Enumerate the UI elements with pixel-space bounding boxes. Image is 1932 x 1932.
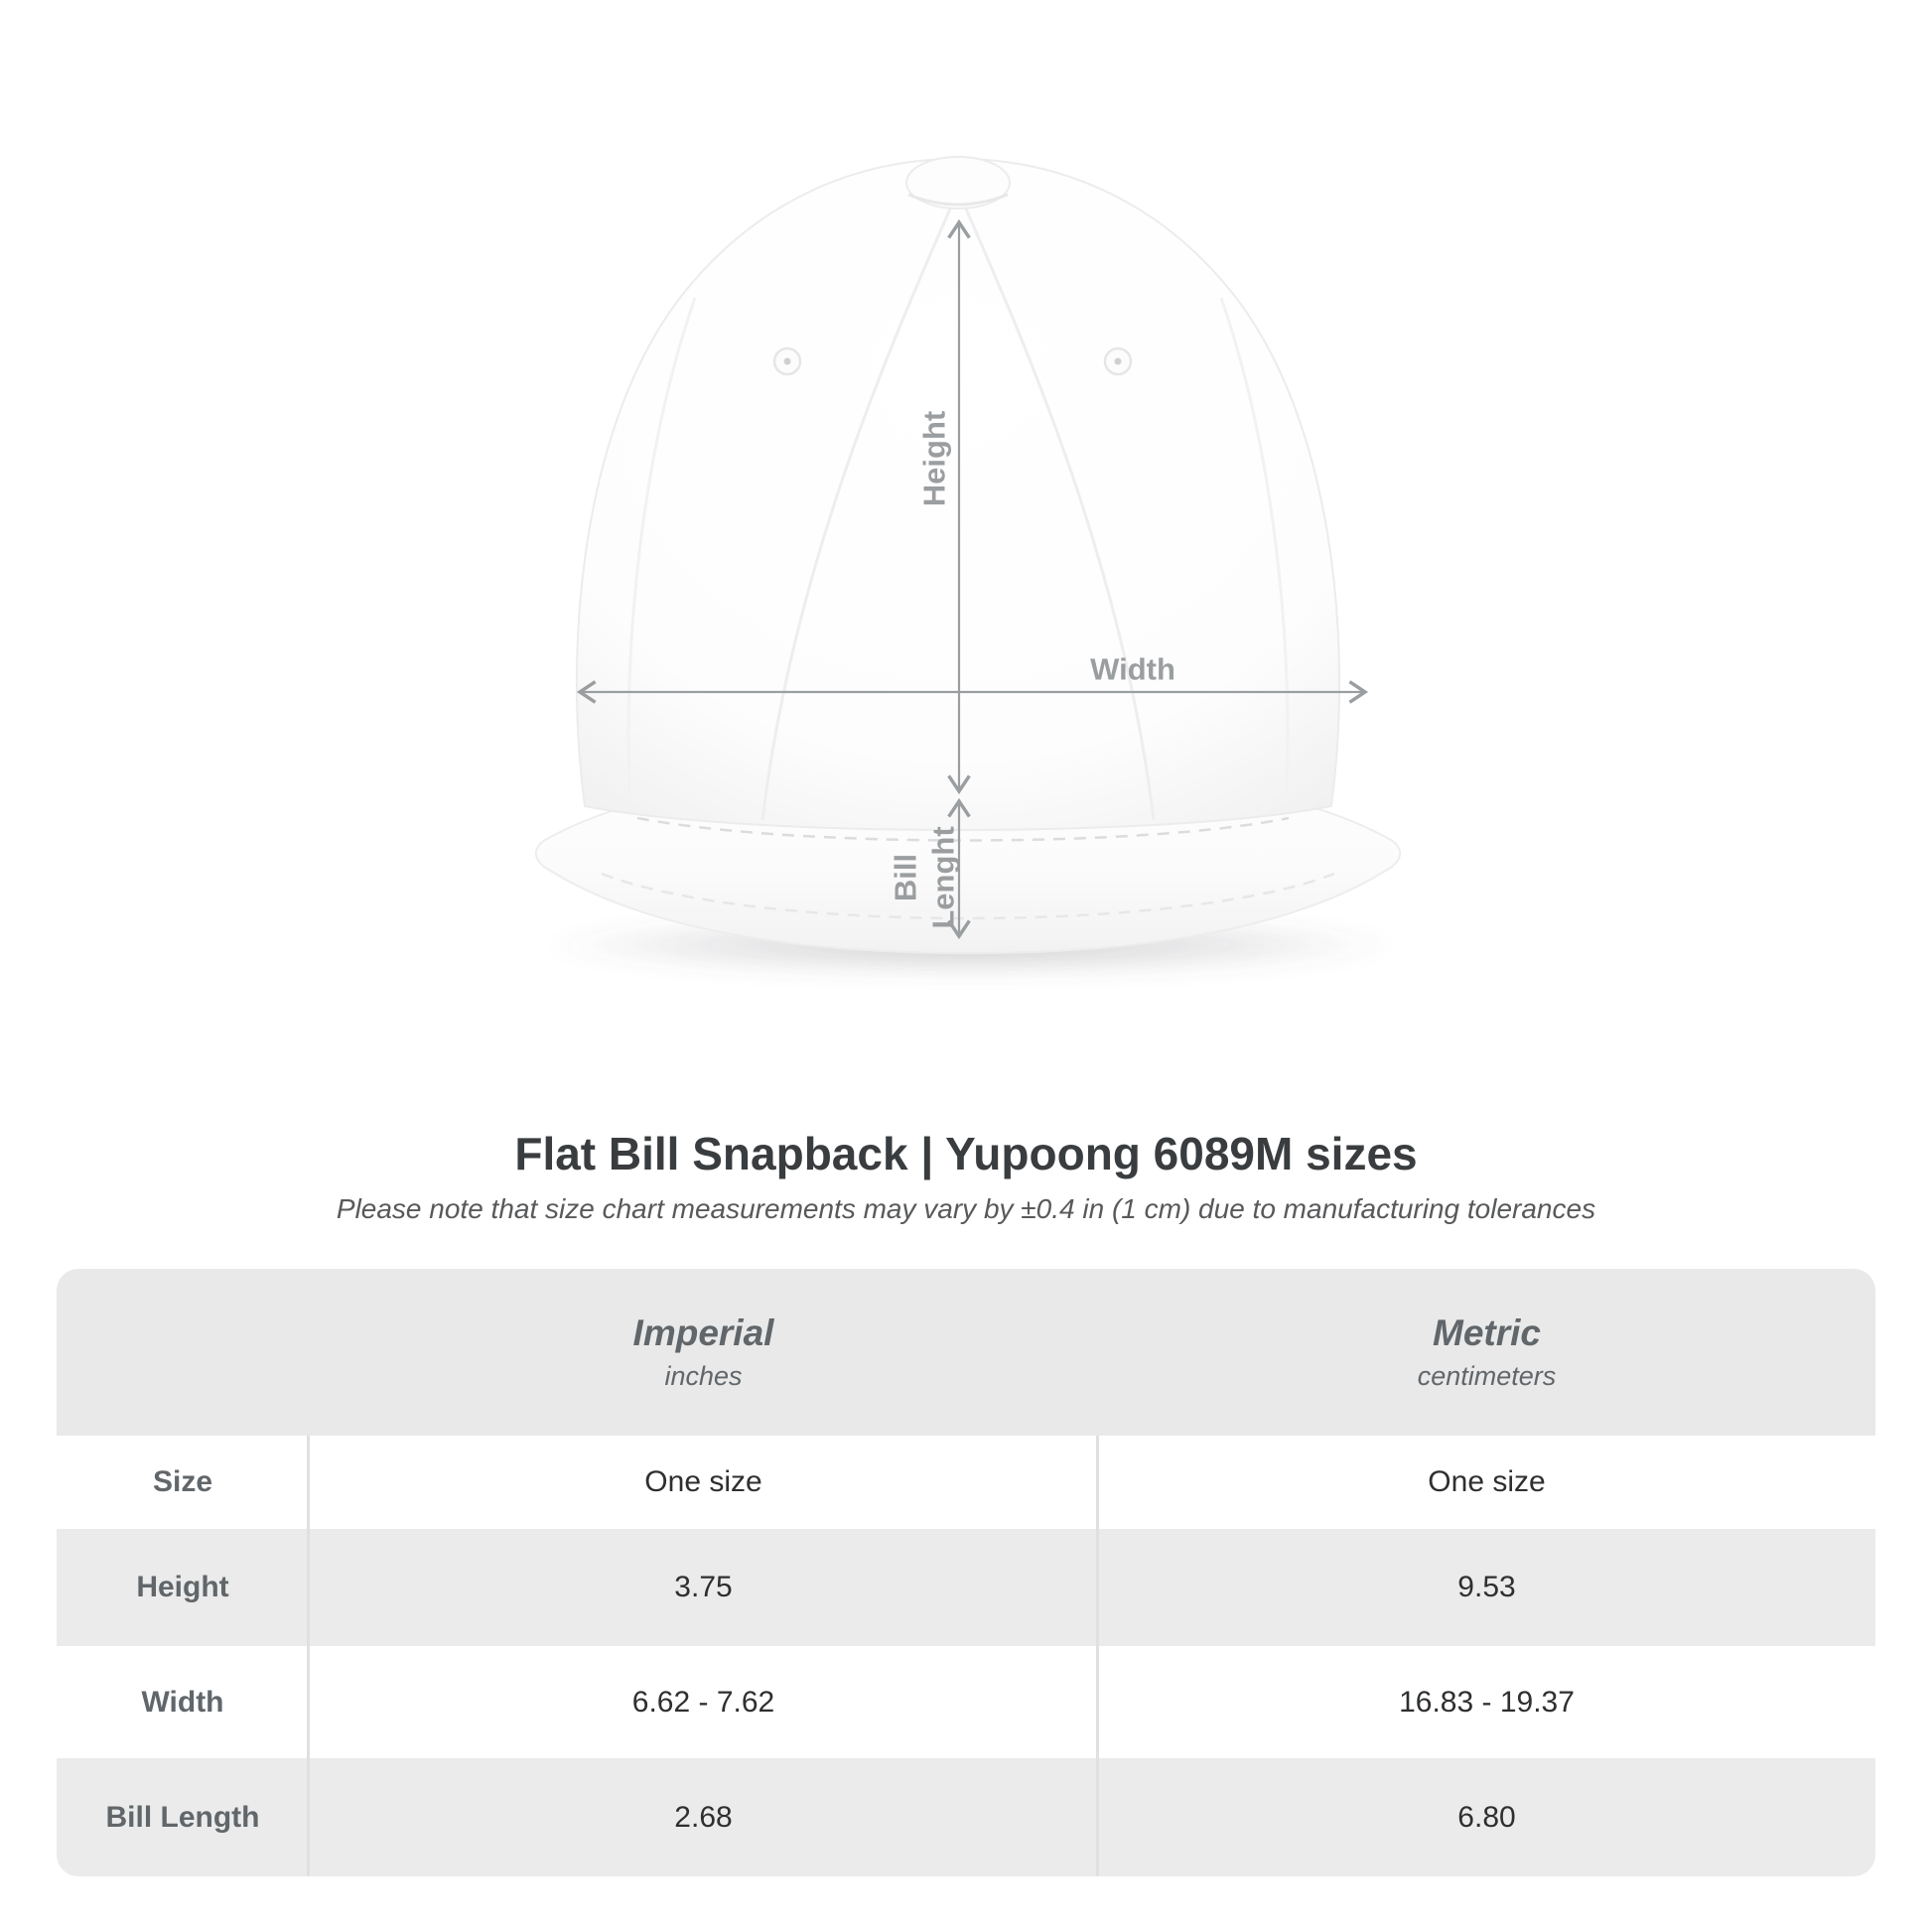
row-label-size: Size	[152, 1465, 213, 1499]
hat-eyelet-left	[774, 348, 800, 374]
row-label-bill-length: Bill Length	[105, 1800, 260, 1834]
width-imperial-value: 6.62 - 7.62	[631, 1685, 775, 1719]
column-divider	[1096, 1436, 1099, 1876]
page-title: Flat Bill Snapback | Yupoong 6089M sizes	[514, 1128, 1418, 1179]
bill-length-measure-label-line2: Lenght	[925, 826, 961, 929]
metric-label: Metric	[1433, 1312, 1541, 1354]
table-row-height	[57, 1529, 1875, 1646]
row-label-height: Height	[136, 1571, 229, 1604]
width-metric-value: 16.83 - 19.37	[1399, 1685, 1575, 1719]
column-divider	[307, 1436, 310, 1876]
height-metric-value: 9.53	[1457, 1571, 1516, 1604]
bill-length-imperial-value: 2.68	[674, 1800, 733, 1834]
hat-top-button	[906, 157, 1010, 208]
metric-sublabel: centimeters	[1417, 1361, 1557, 1392]
unit-header-metric	[1098, 1312, 1875, 1392]
imperial-label: Imperial	[632, 1312, 774, 1354]
height-imperial-value: 3.75	[674, 1571, 733, 1604]
hat-eyelet-right	[1105, 348, 1131, 374]
row-label-width: Width	[141, 1685, 224, 1719]
size-chart-caption	[0, 1128, 1932, 1225]
bill-length-metric-value: 6.80	[1457, 1800, 1516, 1834]
width-measure-label: Width	[1090, 651, 1175, 687]
table-row-size	[57, 1436, 1875, 1529]
size-table-body	[57, 1436, 1875, 1876]
unit-header-imperial	[309, 1312, 1098, 1392]
tolerance-note: Please note that size chart measurements may vary by ±0.4 in (1 cm) due to manufacturing tolerances	[336, 1192, 1596, 1224]
table-row-width	[57, 1646, 1875, 1758]
bill-length-measure-label-line1: Bill	[888, 853, 923, 902]
height-measure-label: Height	[916, 410, 952, 507]
size-metric-value: One size	[1428, 1465, 1546, 1499]
imperial-sublabel: inches	[664, 1361, 743, 1392]
size-chart-table	[57, 1269, 1875, 1876]
unit-header-band	[57, 1269, 1875, 1436]
table-row-bill-length	[57, 1758, 1875, 1876]
size-imperial-value: One size	[644, 1465, 762, 1499]
